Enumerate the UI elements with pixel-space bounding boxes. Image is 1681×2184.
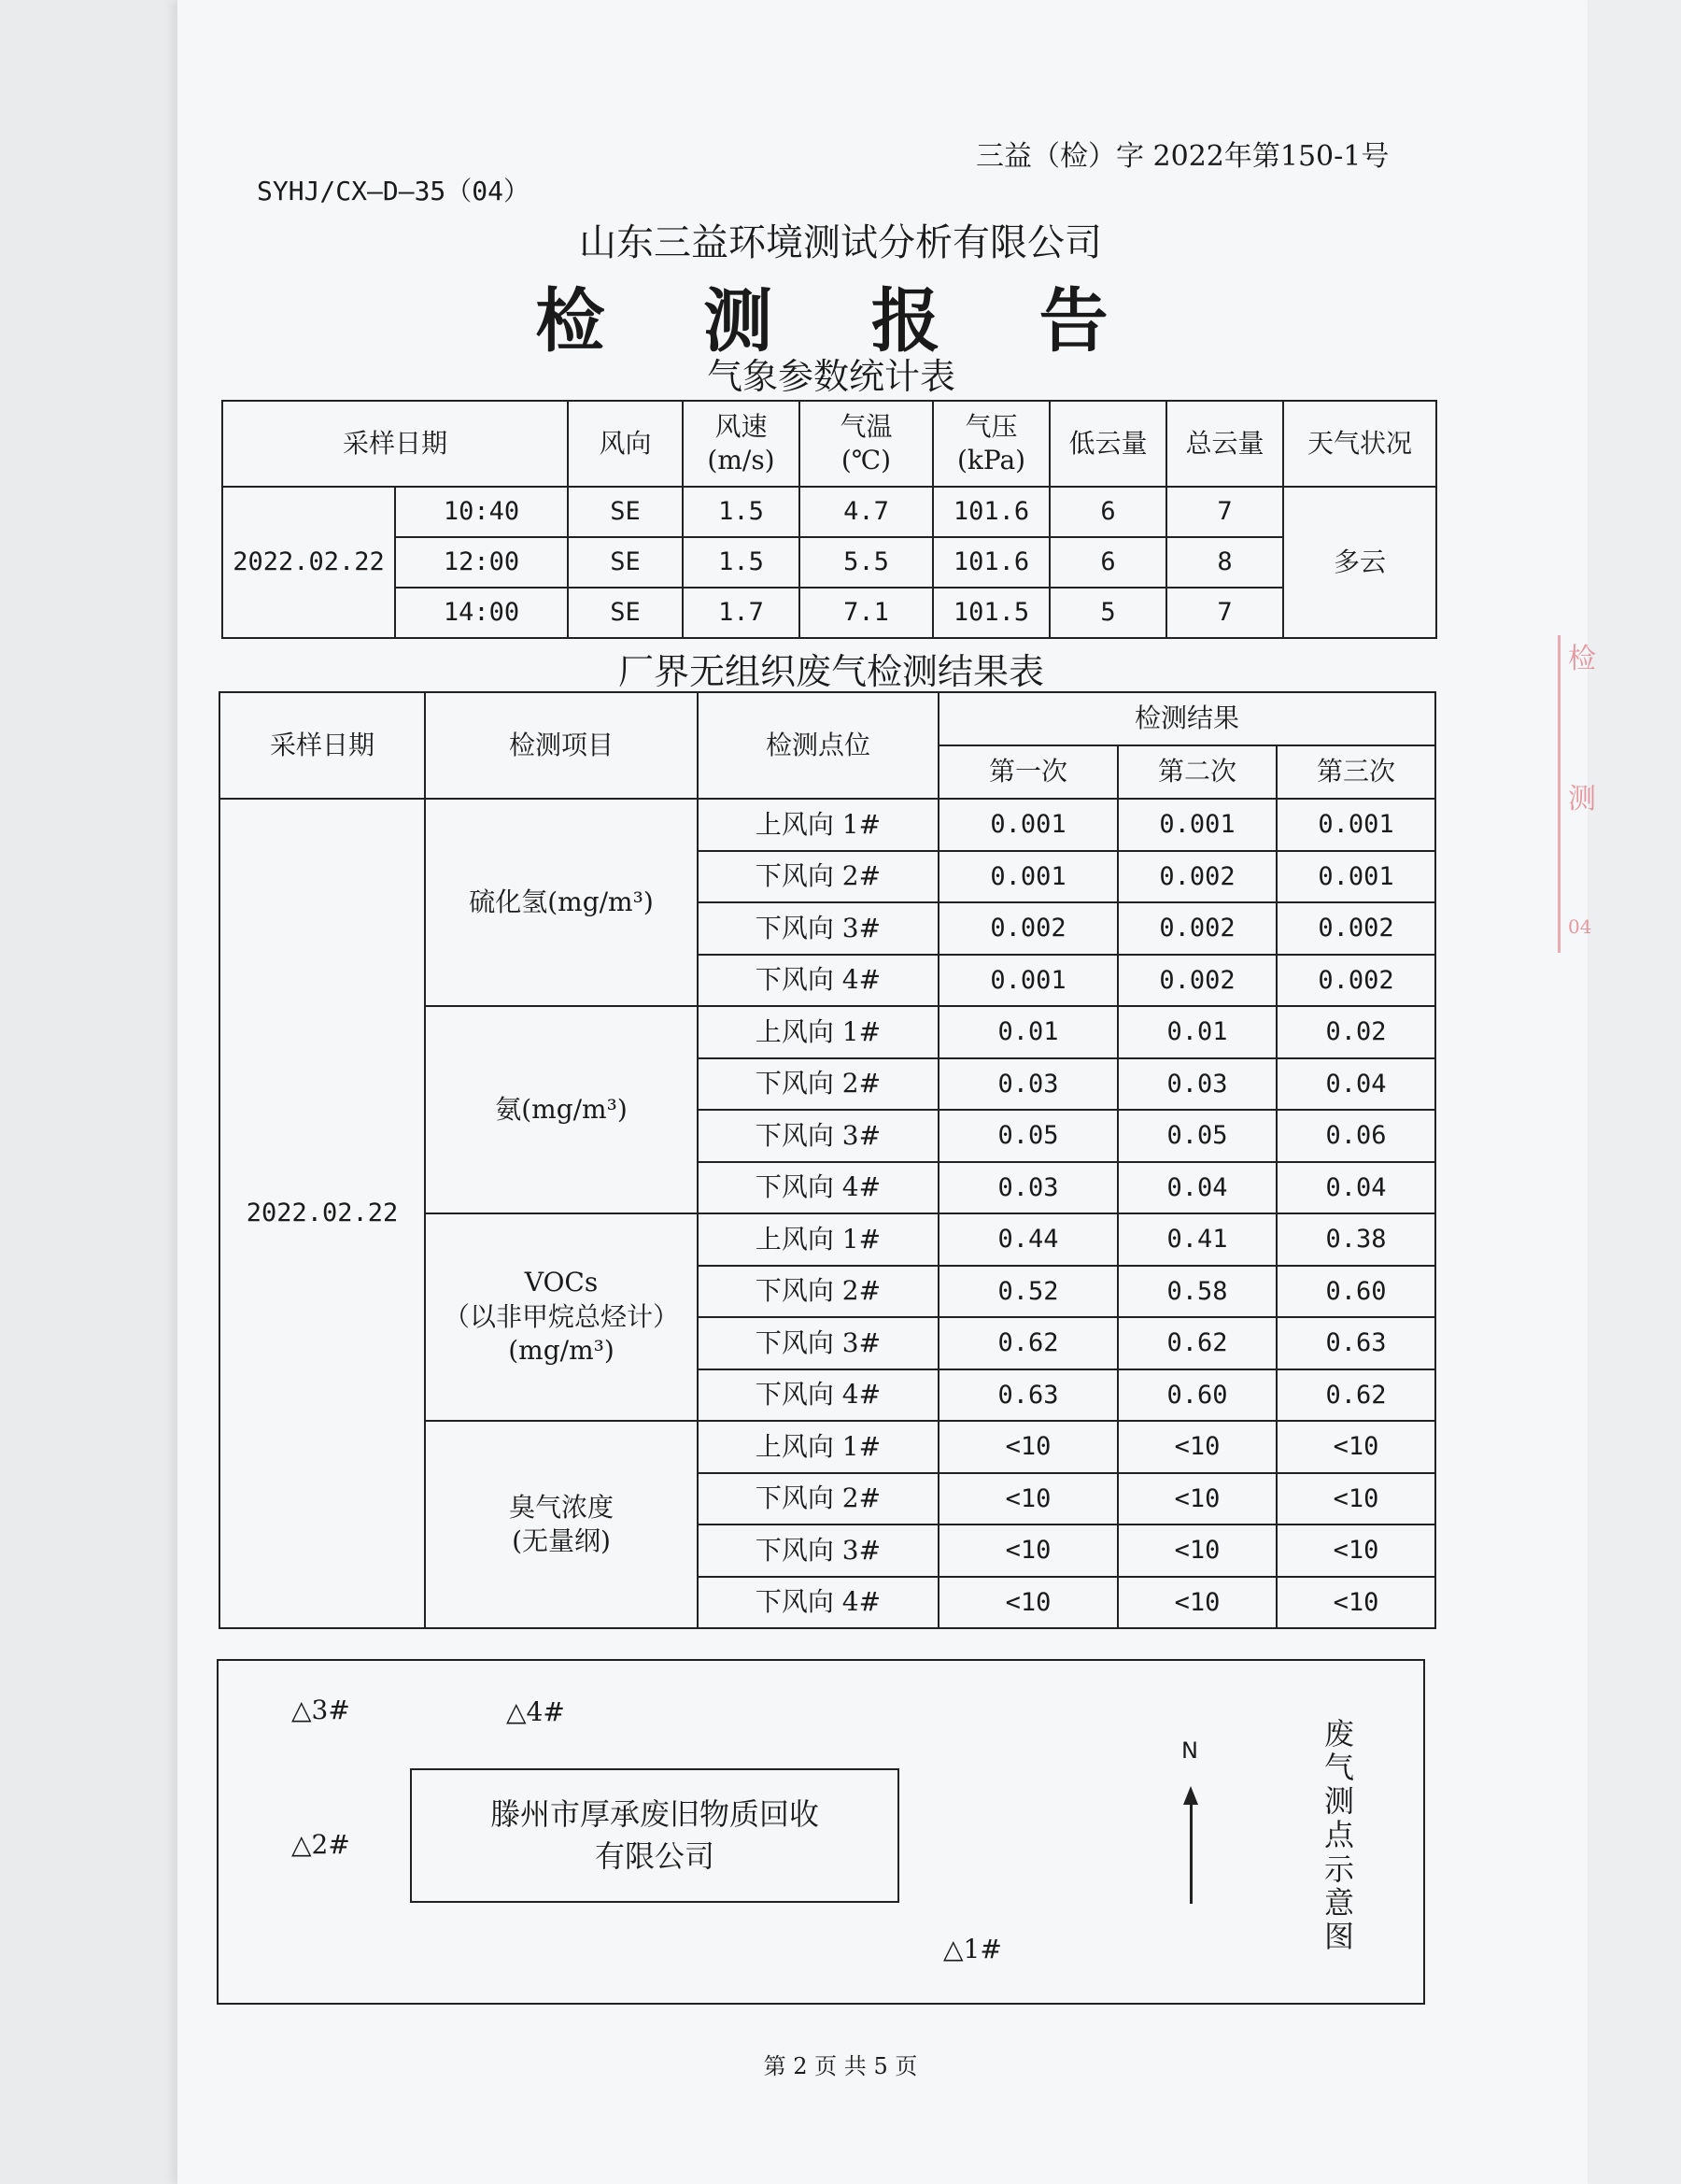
stamp-char: 04 xyxy=(1568,915,1592,938)
test-point-cell: 下风向 3# xyxy=(698,902,939,955)
second-result-cell: 0.03 xyxy=(1118,1058,1277,1111)
test-item-line: (无量纲) xyxy=(512,1525,611,1556)
temperature-cell: 7.1 xyxy=(799,588,933,638)
first-result-cell: 0.05 xyxy=(939,1110,1118,1162)
header-first: 第一次 xyxy=(939,745,1118,799)
test-item-line: 臭气浓度 xyxy=(508,1491,614,1523)
second-result-cell: 0.01 xyxy=(1118,1006,1277,1058)
weather-date: 2022.02.22 xyxy=(222,487,395,638)
header-total-cloud: 总云量 xyxy=(1166,401,1283,487)
header-low-cloud: 低云量 xyxy=(1050,401,1166,487)
stamp-char: 测 xyxy=(1568,783,1596,815)
second-result-cell: 0.001 xyxy=(1118,799,1277,851)
third-result-cell: 0.002 xyxy=(1277,902,1435,955)
third-result-cell: 0.62 xyxy=(1277,1369,1435,1422)
first-result-cell: 0.03 xyxy=(939,1058,1118,1111)
second-result-cell: <10 xyxy=(1118,1421,1277,1473)
third-result-cell: 0.04 xyxy=(1277,1162,1435,1214)
first-result-cell: 0.002 xyxy=(939,902,1118,955)
third-result-cell: 0.001 xyxy=(1277,851,1435,903)
document-code: SYHJ/CX—D—35（04） xyxy=(257,176,530,206)
gas-table-title: 厂界无组织废气检测结果表 xyxy=(617,651,1044,692)
first-result-cell: 0.52 xyxy=(939,1266,1118,1318)
header-second: 第二次 xyxy=(1118,745,1277,799)
pressure-cell: 101.6 xyxy=(933,487,1050,537)
third-result-cell: 0.63 xyxy=(1277,1317,1435,1369)
test-point-cell: 上风向 1# xyxy=(698,799,939,851)
first-result-cell: 0.44 xyxy=(939,1213,1118,1266)
test-item-cell xyxy=(425,799,698,1006)
third-result-cell: 0.001 xyxy=(1277,799,1435,851)
header-sampling-date: 采样日期 xyxy=(222,401,568,487)
pressure-cell: 101.5 xyxy=(933,588,1050,638)
second-result-cell: 0.05 xyxy=(1118,1110,1277,1162)
time-cell: 10:40 xyxy=(395,487,568,537)
header-test-result: 检测结果 xyxy=(939,692,1435,745)
plant-name-line: 滕州市厚承废旧物质回收 xyxy=(489,1796,819,1833)
sampling-date-cell: 2022.02.22 xyxy=(219,799,425,1628)
second-result-cell: 0.002 xyxy=(1118,902,1277,955)
plant-box xyxy=(410,1768,899,1903)
time-cell: 14:00 xyxy=(395,588,568,638)
temperature-cell: 5.5 xyxy=(799,537,933,588)
third-result-cell: 0.02 xyxy=(1277,1006,1435,1058)
test-item-cell xyxy=(425,1421,698,1628)
second-result-cell: 0.58 xyxy=(1118,1266,1277,1318)
header-weather-condition: 天气状况 xyxy=(1283,401,1436,487)
test-point-cell: 下风向 3# xyxy=(698,1525,939,1577)
total-cloud-cell: 8 xyxy=(1166,537,1283,588)
pressure-cell: 101.6 xyxy=(933,537,1050,588)
third-result-cell: 0.002 xyxy=(1277,955,1435,1007)
test-item-cell xyxy=(425,1213,698,1421)
diagram-title-char: 示 xyxy=(1323,1851,1354,1887)
first-result-cell: <10 xyxy=(939,1525,1118,1577)
diagram-title-char: 意 xyxy=(1323,1884,1354,1921)
test-point-cell: 下风向 3# xyxy=(698,1110,939,1162)
report-title: 检 测 报 告 xyxy=(535,281,1146,362)
weather-table-title: 气象参数统计表 xyxy=(706,356,955,397)
page-footer: 第 2 页 共 5 页 xyxy=(763,2053,918,2079)
diagram-title-char: 气 xyxy=(1323,1750,1354,1786)
north-arrow-shaft xyxy=(1190,1801,1193,1904)
third-result-cell: 0.06 xyxy=(1277,1110,1435,1162)
time-cell: 12:00 xyxy=(395,537,568,588)
first-result-cell: 0.03 xyxy=(939,1162,1118,1214)
test-item-line: 硫化氢(mg/m³) xyxy=(469,886,654,917)
first-result-cell: 0.63 xyxy=(939,1369,1118,1422)
test-point-cell: 下风向 3# xyxy=(698,1317,939,1369)
stamp-char: 检 xyxy=(1568,643,1596,675)
test-point-cell: 下风向 4# xyxy=(698,1162,939,1214)
total-cloud-cell: 7 xyxy=(1166,588,1283,638)
third-result-cell: 0.60 xyxy=(1277,1266,1435,1318)
header-wind-direction: 风向 xyxy=(568,401,683,487)
diagram-title-char: 废 xyxy=(1323,1716,1354,1751)
sampling-point-diagram xyxy=(217,1659,1425,2005)
seal-stamp xyxy=(1558,635,1598,953)
second-result-cell: 0.60 xyxy=(1118,1369,1277,1422)
header-test-item: 检测项目 xyxy=(425,692,698,799)
result-row xyxy=(219,799,1435,851)
third-result-cell: <10 xyxy=(1277,1473,1435,1525)
wind-speed-cell: 1.5 xyxy=(683,487,799,537)
weather-row xyxy=(222,588,1436,638)
test-point-cell: 下风向 4# xyxy=(698,1369,939,1422)
point-1-marker: △1# xyxy=(943,1934,1002,1964)
third-result-cell: <10 xyxy=(1277,1525,1435,1577)
weather-row xyxy=(222,487,1436,537)
header-test-point: 检测点位 xyxy=(698,692,939,799)
second-result-cell: 0.04 xyxy=(1118,1162,1277,1214)
north-label: N xyxy=(1181,1737,1198,1764)
wind-speed-cell: 1.7 xyxy=(683,588,799,638)
test-point-cell: 上风向 1# xyxy=(698,1006,939,1058)
diagram-title-char: 测 xyxy=(1323,1783,1354,1820)
first-result-cell: 0.62 xyxy=(939,1317,1118,1369)
low-cloud-cell: 6 xyxy=(1050,537,1166,588)
total-cloud-cell: 7 xyxy=(1166,487,1283,537)
first-result-cell: 0.001 xyxy=(939,851,1118,903)
first-result-cell: <10 xyxy=(939,1421,1118,1473)
diagram-title xyxy=(1321,1717,1358,1953)
company-name: 山东三益环境测试分析有限公司 xyxy=(579,221,1102,264)
first-result-cell: 0.01 xyxy=(939,1006,1118,1058)
second-result-cell: <10 xyxy=(1118,1577,1277,1629)
third-result-cell: 0.38 xyxy=(1277,1213,1435,1266)
diagram-title-char: 点 xyxy=(1323,1817,1354,1853)
first-result-cell: <10 xyxy=(939,1577,1118,1629)
second-result-cell: 0.002 xyxy=(1118,955,1277,1007)
low-cloud-cell: 5 xyxy=(1050,588,1166,638)
first-result-cell: <10 xyxy=(939,1473,1118,1525)
wind-direction-cell: SE xyxy=(568,537,683,588)
second-result-cell: 0.002 xyxy=(1118,851,1277,903)
plant-name-line: 有限公司 xyxy=(594,1838,714,1874)
header-temperature: 气温 (℃) xyxy=(799,401,933,487)
wind-speed-cell: 1.5 xyxy=(683,537,799,588)
wind-direction-cell: SE xyxy=(568,487,683,537)
second-result-cell: <10 xyxy=(1118,1525,1277,1577)
weather-table xyxy=(221,400,1437,639)
point-3-marker: △3# xyxy=(291,1695,350,1725)
point-4-marker: △4# xyxy=(506,1696,565,1727)
test-point-cell: 下风向 2# xyxy=(698,851,939,903)
diagram-title-char: 图 xyxy=(1323,1918,1354,1954)
header-third: 第三次 xyxy=(1277,745,1435,799)
header-pressure: 气压 (kPa) xyxy=(933,401,1050,487)
gas-results-table xyxy=(219,691,1436,1629)
third-result-cell: 0.04 xyxy=(1277,1058,1435,1111)
header-wind-speed: 风速 (m/s) xyxy=(683,401,799,487)
first-result-cell: 0.001 xyxy=(939,799,1118,851)
test-item-line: （以非甲烷总烃计） xyxy=(443,1300,679,1332)
header-sampling-date: 采样日期 xyxy=(219,692,425,799)
test-point-cell: 下风向 4# xyxy=(698,955,939,1007)
report-number: 三益（检）字 2022年第150-1号 xyxy=(976,140,1390,173)
first-result-cell: 0.001 xyxy=(939,955,1118,1007)
test-item-line: (mg/m³) xyxy=(508,1335,614,1367)
test-point-cell: 下风向 4# xyxy=(698,1577,939,1629)
test-item-line: 氨(mg/m³) xyxy=(495,1093,628,1125)
third-result-cell: <10 xyxy=(1277,1577,1435,1629)
test-point-cell: 下风向 2# xyxy=(698,1473,939,1525)
test-point-cell: 上风向 1# xyxy=(698,1421,939,1473)
point-2-marker: △2# xyxy=(291,1829,350,1860)
temperature-cell: 4.7 xyxy=(799,487,933,537)
second-result-cell: 0.41 xyxy=(1118,1213,1277,1266)
wind-direction-cell: SE xyxy=(568,588,683,638)
second-result-cell: 0.62 xyxy=(1118,1317,1277,1369)
weather-condition-cell: 多云 xyxy=(1283,487,1436,638)
test-item-line: VOCs xyxy=(524,1267,599,1298)
test-point-cell: 下风向 2# xyxy=(698,1266,939,1318)
test-point-cell: 上风向 1# xyxy=(698,1213,939,1266)
low-cloud-cell: 6 xyxy=(1050,487,1166,537)
test-item-cell xyxy=(425,1006,698,1213)
second-result-cell: <10 xyxy=(1118,1473,1277,1525)
third-result-cell: <10 xyxy=(1277,1421,1435,1473)
test-point-cell: 下风向 2# xyxy=(698,1058,939,1111)
weather-row xyxy=(222,537,1436,588)
